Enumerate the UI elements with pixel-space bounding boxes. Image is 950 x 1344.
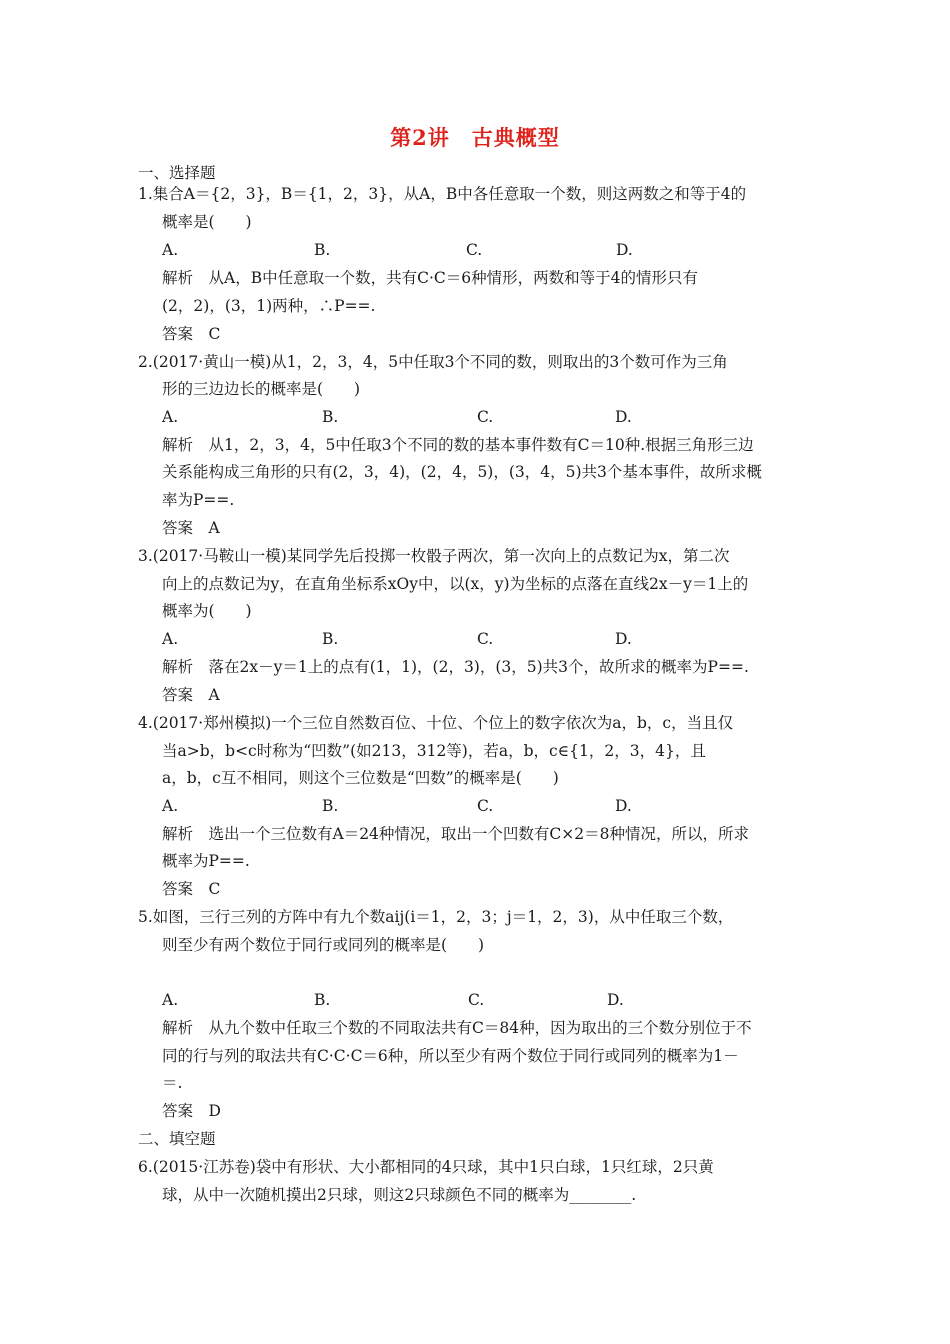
option-c: C. xyxy=(468,991,485,1009)
option-c: C. xyxy=(477,630,494,648)
question-6-stem: 6.(2015·江苏卷)袋中有形状、大小都相同的4只球，其中1只白球，1只红球，2只黄 xyxy=(138,1158,714,1176)
question-4-answer: 答案 C xyxy=(162,880,221,898)
question-6-stem-cont: 球，从中一次随机摸出2只球，则这2只球颜色不同的概率为________. xyxy=(162,1186,637,1204)
question-4-stem: 4.(2017·郑州模拟)一个三位自然数百位、十位、个位上的数字依次为a，b，c，当且仅 xyxy=(138,714,734,732)
option-b: B. xyxy=(322,630,339,648)
option-a: A. xyxy=(162,241,179,259)
question-4-stem-cont: 当a>b，b<c时称为“凹数”(如213，312等)，若a，b，c∈{1，2，3，4}，且 xyxy=(162,742,706,760)
question-1-stem: 1.集合A＝{2，3}，B＝{1，2，3}，从A，B中各任意取一个数，则这两数之和等于4的 xyxy=(138,185,747,203)
page-title: 第2讲 古典概型 xyxy=(390,125,560,150)
option-a: A. xyxy=(162,797,179,815)
option-c: C. xyxy=(477,797,494,815)
question-2-analysis: 解析 从1，2，3，4，5中任取3个不同的数的基本事件数有C＝10种.根据三角形三边 xyxy=(162,436,754,454)
question-1-answer: 答案 C xyxy=(162,325,221,343)
question-1-analysis-cont: (2，2)，(3，1)两种，∴P==. xyxy=(162,297,376,315)
section-heading-choice: 一、选择题 xyxy=(138,164,216,182)
question-5-answer: 答案 D xyxy=(162,1102,221,1120)
option-d: D. xyxy=(616,241,633,259)
question-4-analysis: 解析 选出一个三位数有A＝24种情况，取出一个凹数有C×2＝8种情况，所以，所求 xyxy=(162,825,749,843)
question-2-analysis-cont2: 率为P==. xyxy=(162,491,235,509)
question-5-analysis-cont2: ＝. xyxy=(162,1074,183,1092)
question-2-stem: 2.(2017·黄山一模)从1，2，3，4，5中任取3个不同的数，则取出的3个数可作为三角 xyxy=(138,353,728,371)
option-b: B. xyxy=(322,408,339,426)
option-b: B. xyxy=(322,797,339,815)
question-4-stem-cont2: a，b，c互不相同，则这个三位数是“凹数”的概率是( ) xyxy=(162,769,559,787)
question-3-answer: 答案 A xyxy=(162,686,220,704)
question-1-analysis: 解析 从A，B中任意取一个数，共有C·C＝6种情形，两数和等于4的情形只有 xyxy=(162,269,698,287)
option-d: D. xyxy=(615,630,632,648)
question-3-stem: 3.(2017·马鞍山一模)某同学先后投掷一枚骰子两次，第一次向上的点数记为x，第二次 xyxy=(138,547,730,565)
option-b: B. xyxy=(314,241,331,259)
option-c: C. xyxy=(477,408,494,426)
option-b: B. xyxy=(314,991,331,1009)
question-5-stem: 5.如图，三行三列的方阵中有九个数aij(i＝1，2，3；j＝1，2，3)，从中任取三个数， xyxy=(138,908,734,926)
option-c: C. xyxy=(466,241,483,259)
question-3-stem-cont: 向上的点数记为y，在直角坐标系xOy中，以(x，y)为坐标的点落在直线2x－y＝1上的 xyxy=(162,575,749,593)
question-5-analysis-cont: 同的行与列的取法共有C·C·C＝6种，所以至少有两个数位于同行或同列的概率为1－ xyxy=(162,1047,739,1065)
question-2-analysis-cont: 关系能构成三角形的只有(2，3，4)，(2，4，5)，(3，4，5)共3个基本事件，故所求概 xyxy=(162,463,762,481)
question-2-stem-cont: 形的三边边长的概率是( ) xyxy=(162,380,361,398)
section-heading-fill: 二、填空题 xyxy=(138,1130,216,1148)
question-3-stem-cont2: 概率为( ) xyxy=(162,602,252,620)
option-a: A. xyxy=(162,630,179,648)
option-d: D. xyxy=(607,991,624,1009)
option-d: D. xyxy=(615,797,632,815)
option-d: D. xyxy=(615,408,632,426)
question-5-analysis: 解析 从九个数中任取三个数的不同取法共有C＝84种，因为取出的三个数分别位于不 xyxy=(162,1019,752,1037)
question-5-stem-cont: 则至少有两个数位于同行或同列的概率是( ) xyxy=(162,936,485,954)
question-4-analysis-cont: 概率为P==. xyxy=(162,852,250,870)
option-a: A. xyxy=(162,991,179,1009)
question-2-answer: 答案 A xyxy=(162,519,220,537)
question-1-stem-cont: 概率是( ) xyxy=(162,213,252,231)
option-a: A. xyxy=(162,408,179,426)
question-3-analysis: 解析 落在2x－y＝1上的点有(1，1)，(2，3)，(3，5)共3个，故所求的概率为P==. xyxy=(162,658,749,676)
